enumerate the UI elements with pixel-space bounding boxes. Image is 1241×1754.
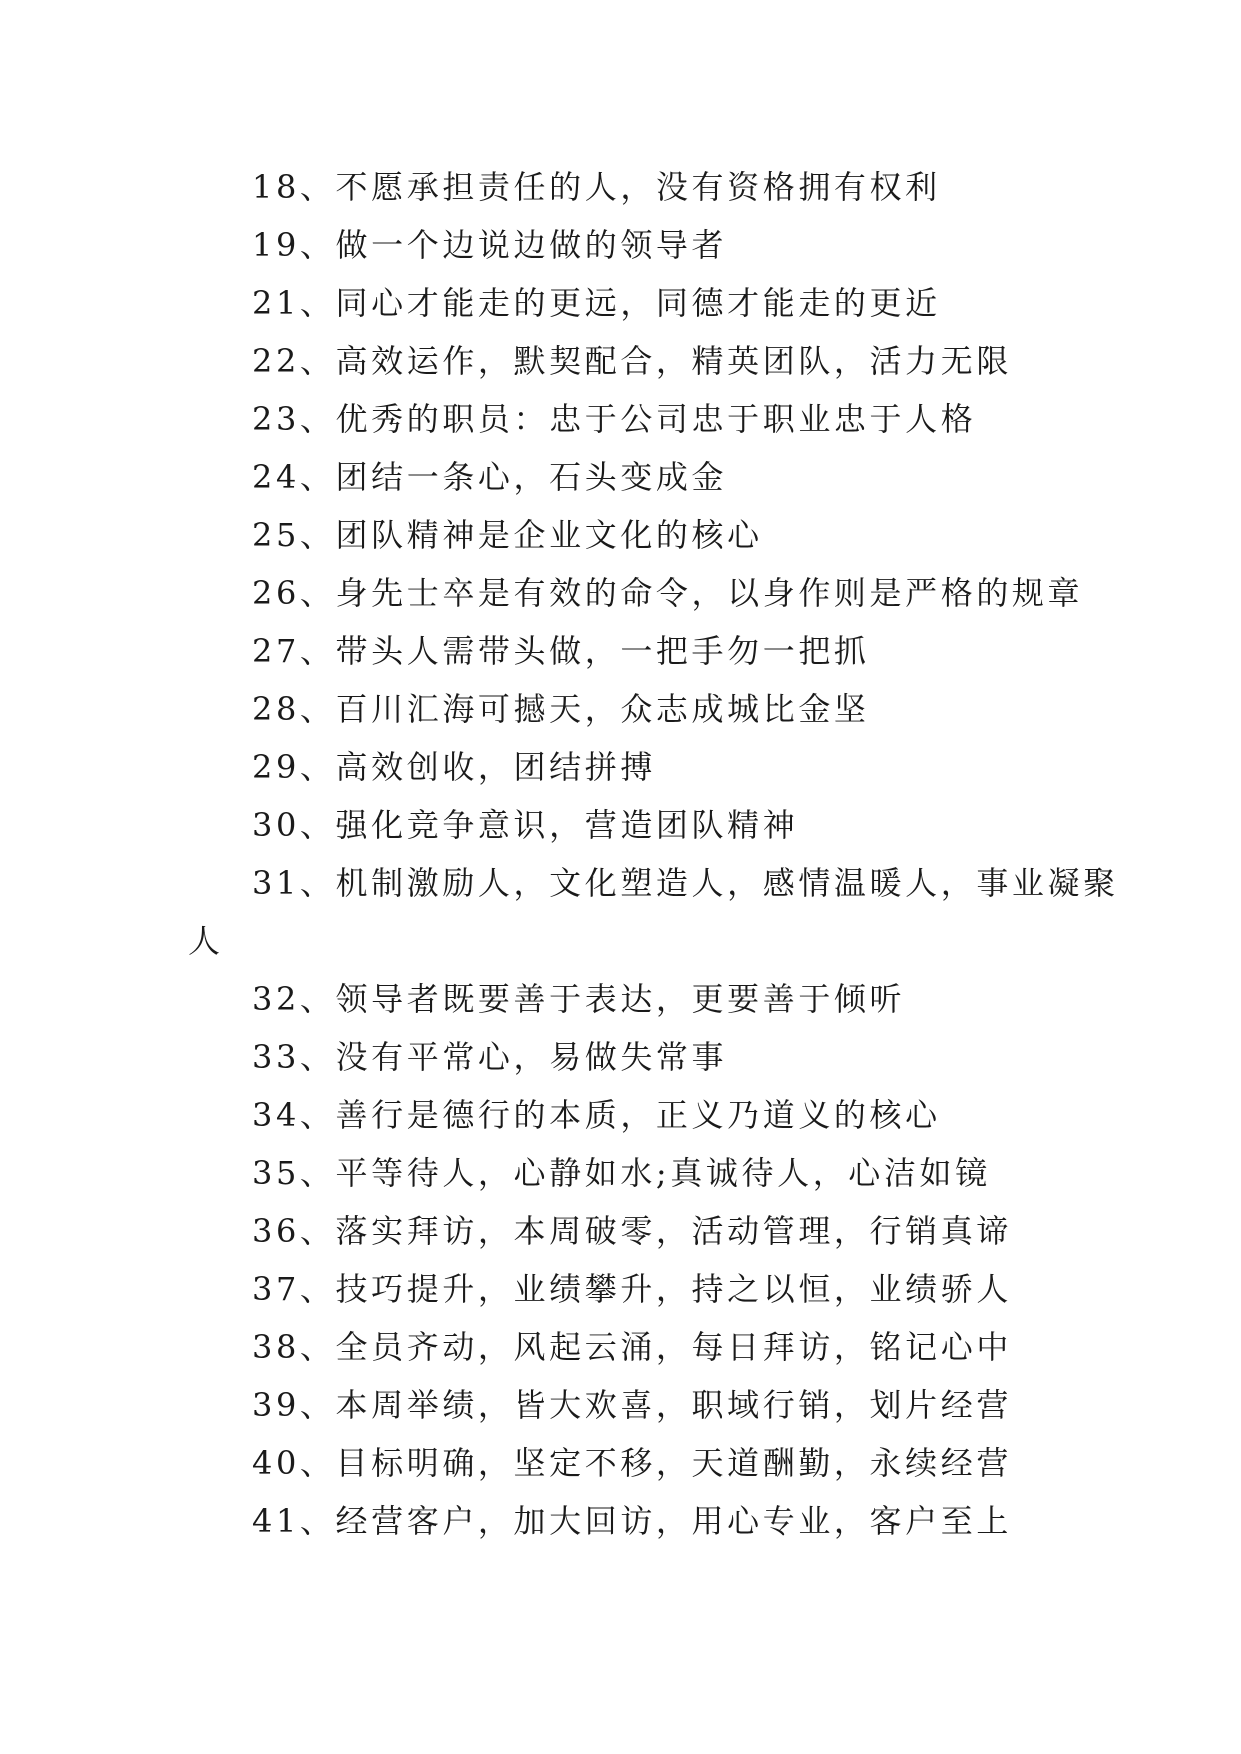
text-line: 人 <box>188 922 224 960</box>
text-line: 19、做一个边说边做的领导者 <box>252 226 728 264</box>
text-line: 39、本周举绩，皆大欢喜，职域行销，划片经营 <box>252 1386 1012 1424</box>
text-line: 23、优秀的职员：忠于公司忠于职业忠于人格 <box>252 400 977 438</box>
text-line: 40、目标明确，坚定不移，天道酬勤，永续经营 <box>252 1444 1012 1482</box>
text-line: 24、团结一条心，石头变成金 <box>252 458 728 496</box>
text-line: 33、没有平常心，易做失常事 <box>252 1038 728 1076</box>
text-line: 29、高效创收，团结拼搏 <box>252 748 656 786</box>
text-line: 37、技巧提升，业绩攀升，持之以恒，业绩骄人 <box>252 1270 1012 1308</box>
text-line: 26、身先士卒是有效的命令，以身作则是严格的规章 <box>252 574 1084 612</box>
text-line: 21、同心才能走的更远，同德才能走的更近 <box>252 284 941 322</box>
text-line: 28、百川汇海可撼天，众志成城比金坚 <box>252 690 870 728</box>
text-line: 35、平等待人，心静如水;真诚待人，心洁如镜 <box>252 1154 991 1192</box>
text-line: 22、高效运作，默契配合，精英团队，活力无限 <box>252 342 1012 380</box>
text-line: 32、领导者既要善于表达，更要善于倾听 <box>252 980 906 1018</box>
text-line: 38、全员齐动，风起云涌，每日拜访，铭记心中 <box>252 1328 1012 1366</box>
text-line: 27、带头人需带头做，一把手勿一把抓 <box>252 632 870 670</box>
document-body <box>188 158 1119 1550</box>
text-line: 36、落实拜访，本周破零，活动管理，行销真谛 <box>252 1212 1012 1250</box>
text-line: 18、不愿承担责任的人，没有资格拥有权利 <box>252 168 941 206</box>
text-line: 31、机制激励人，文化塑造人，感情温暖人，事业凝聚 <box>252 864 1119 902</box>
text-line: 41、经营客户，加大回访，用心专业，客户至上 <box>252 1502 1012 1540</box>
text-line: 30、强化竞争意识，营造团队精神 <box>252 806 799 844</box>
text-line: 34、善行是德行的本质，正义乃道义的核心 <box>252 1096 941 1134</box>
text-line: 25、团队精神是企业文化的核心 <box>252 516 763 554</box>
